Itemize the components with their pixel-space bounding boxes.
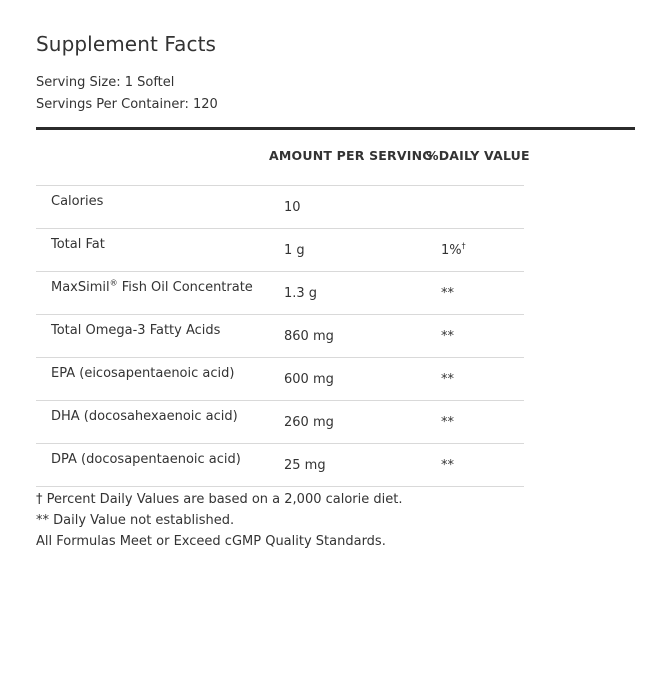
footnote-not-established: ** Daily Value not established. [36, 513, 235, 528]
nutrient-amount: 260 mg [284, 415, 334, 430]
table-row [36, 186, 524, 229]
footnotes [36, 489, 635, 552]
nutrient-amount: 1 g [284, 243, 305, 258]
nutrient-name: Calories [51, 194, 104, 209]
table-row [36, 315, 524, 358]
table-header [36, 130, 530, 186]
header-amount-per-serving: AMOUNT PER SERVING [269, 148, 433, 163]
nutrient-name: DHA (docosahexaenoic acid) [51, 409, 238, 424]
table-body [36, 186, 524, 487]
nutrient-name: EPA (eicosapentaenoic acid) [51, 366, 235, 381]
serving-size: Serving Size: 1 Softel [36, 75, 175, 90]
table-row [36, 229, 524, 272]
nutrient-name: Total Fat [51, 237, 105, 252]
header-daily-value: %DAILY VALUE [426, 148, 530, 163]
servings-per-container: Servings Per Container: 120 [36, 97, 218, 112]
table-row [36, 358, 524, 401]
nutrient-amount: 600 mg [284, 372, 334, 387]
dagger-mark: † [461, 241, 466, 251]
nutrient-daily-value: 1%† [441, 241, 466, 258]
nutrient-name: DPA (docosapentaenoic acid) [51, 452, 241, 467]
panel-title: Supplement Facts [36, 32, 217, 56]
serving-info [36, 72, 635, 116]
supplement-facts-panel [36, 30, 635, 552]
footnote-cgmp: All Formulas Meet or Exceed cGMP Quality Standards. [36, 534, 386, 549]
table-row [36, 401, 524, 444]
nutrient-amount: 25 mg [284, 458, 326, 473]
table-row [36, 444, 524, 487]
table-row [36, 272, 524, 315]
nutrient-daily-value: ** [441, 329, 454, 344]
nutrient-daily-value: ** [441, 415, 454, 430]
nutrient-name: MaxSimil® Fish Oil Concentrate [51, 278, 253, 295]
nutrient-daily-value: ** [441, 458, 454, 473]
nutrient-amount: 1.3 g [284, 286, 318, 301]
nutrient-daily-value: ** [441, 372, 454, 387]
nutrient-table [36, 130, 530, 487]
footnote-percent-dv: † Percent Daily Values are based on a 2,000 calorie diet. [36, 492, 403, 507]
nutrient-amount: 860 mg [284, 329, 334, 344]
nutrient-name: Total Omega-3 Fatty Acids [51, 323, 221, 338]
nutrient-daily-value: ** [441, 286, 454, 301]
nutrient-amount: 10 [284, 200, 301, 215]
registered-mark: ® [109, 278, 118, 288]
